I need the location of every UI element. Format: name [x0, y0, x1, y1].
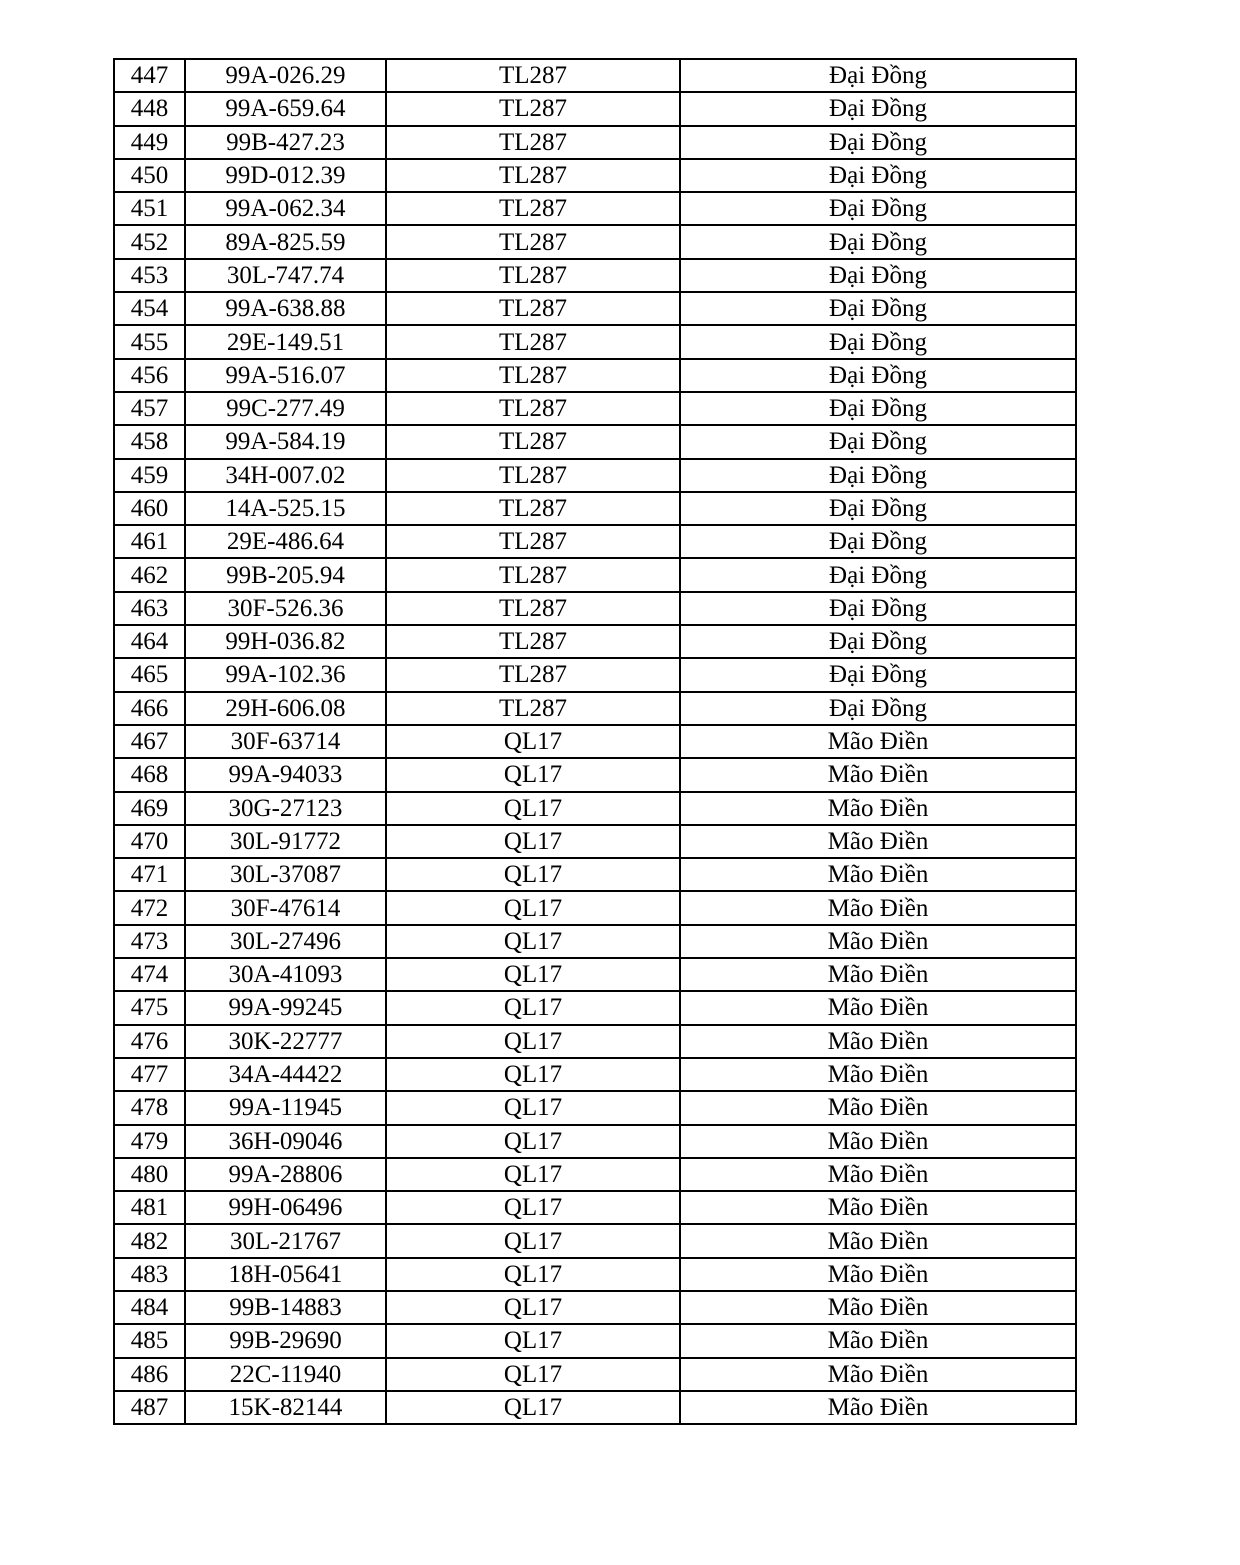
location-cell: Đại Đồng: [680, 525, 1076, 558]
row-number-cell: 482: [114, 1224, 185, 1257]
table-row: [114, 825, 1076, 858]
row-number-cell: 465: [114, 658, 185, 691]
table-row: [114, 359, 1076, 392]
road-cell: QL17: [386, 1391, 680, 1424]
road-cell: TL287: [386, 525, 680, 558]
row-number-cell: 460: [114, 492, 185, 525]
row-number-cell: 449: [114, 126, 185, 159]
location-cell: Đại Đồng: [680, 625, 1076, 658]
table-row: [114, 159, 1076, 192]
table-row: [114, 758, 1076, 791]
location-cell: Đại Đồng: [680, 692, 1076, 725]
plate-number-cell: 99B-29690: [185, 1324, 386, 1357]
location-cell: Đại Đồng: [680, 359, 1076, 392]
row-number-cell: 466: [114, 692, 185, 725]
road-cell: QL17: [386, 792, 680, 825]
table-row: [114, 792, 1076, 825]
road-cell: QL17: [386, 825, 680, 858]
road-cell: QL17: [386, 1324, 680, 1357]
location-cell: Mão Điền: [680, 1058, 1076, 1091]
table-row: [114, 425, 1076, 458]
road-cell: TL287: [386, 225, 680, 258]
plate-number-cell: 30F-63714: [185, 725, 386, 758]
row-number-cell: 479: [114, 1125, 185, 1158]
location-cell: Đại Đồng: [680, 225, 1076, 258]
plate-number-cell: 30L-37087: [185, 858, 386, 891]
row-number-cell: 462: [114, 558, 185, 591]
row-number-cell: 467: [114, 725, 185, 758]
plate-number-cell: 99H-06496: [185, 1191, 386, 1224]
row-number-cell: 474: [114, 958, 185, 991]
plate-number-cell: 29H-606.08: [185, 692, 386, 725]
table-row: [114, 126, 1076, 159]
row-number-cell: 480: [114, 1158, 185, 1191]
road-cell: TL287: [386, 558, 680, 591]
location-cell: Mão Điền: [680, 1358, 1076, 1391]
table-row: [114, 558, 1076, 591]
road-cell: QL17: [386, 1058, 680, 1091]
row-number-cell: 448: [114, 92, 185, 125]
plate-number-cell: 99A-026.29: [185, 59, 386, 92]
row-number-cell: 454: [114, 292, 185, 325]
plate-number-cell: 99A-659.64: [185, 92, 386, 125]
location-cell: Mão Điền: [680, 1025, 1076, 1058]
plate-number-cell: 99A-11945: [185, 1091, 386, 1124]
plate-number-cell: 99B-205.94: [185, 558, 386, 591]
row-number-cell: 473: [114, 925, 185, 958]
road-cell: TL287: [386, 425, 680, 458]
plate-number-cell: 99D-012.39: [185, 159, 386, 192]
table-row: [114, 658, 1076, 691]
table-row: [114, 1158, 1076, 1191]
road-cell: QL17: [386, 958, 680, 991]
plate-number-cell: 99A-516.07: [185, 359, 386, 392]
road-cell: TL287: [386, 592, 680, 625]
location-cell: Mão Điền: [680, 858, 1076, 891]
table-row: [114, 1391, 1076, 1424]
location-cell: Đại Đồng: [680, 126, 1076, 159]
plate-number-cell: 89A-825.59: [185, 225, 386, 258]
plate-number-cell: 14A-525.15: [185, 492, 386, 525]
road-cell: TL287: [386, 126, 680, 159]
location-cell: Đại Đồng: [680, 592, 1076, 625]
road-cell: QL17: [386, 858, 680, 891]
road-cell: QL17: [386, 1091, 680, 1124]
plate-number-cell: 29E-486.64: [185, 525, 386, 558]
row-number-cell: 453: [114, 259, 185, 292]
table-row: [114, 692, 1076, 725]
row-number-cell: 447: [114, 59, 185, 92]
road-cell: QL17: [386, 758, 680, 791]
location-cell: Đại Đồng: [680, 59, 1076, 92]
table-row: [114, 1324, 1076, 1357]
plate-number-cell: 30L-21767: [185, 1224, 386, 1257]
location-cell: Mão Điền: [680, 925, 1076, 958]
location-cell: Đại Đồng: [680, 92, 1076, 125]
table-row: [114, 891, 1076, 924]
table-row: [114, 59, 1076, 92]
location-cell: Mão Điền: [680, 891, 1076, 924]
plate-number-cell: 30L-27496: [185, 925, 386, 958]
table-row: [114, 625, 1076, 658]
location-cell: Mão Điền: [680, 1258, 1076, 1291]
road-cell: TL287: [386, 192, 680, 225]
plate-number-cell: 99H-036.82: [185, 625, 386, 658]
plate-number-cell: 99A-062.34: [185, 192, 386, 225]
table-row: [114, 1125, 1076, 1158]
location-cell: Mão Điền: [680, 1125, 1076, 1158]
table-row: [114, 325, 1076, 358]
road-cell: TL287: [386, 159, 680, 192]
row-number-cell: 450: [114, 159, 185, 192]
table-row: [114, 725, 1076, 758]
road-cell: TL287: [386, 325, 680, 358]
road-cell: TL287: [386, 92, 680, 125]
row-number-cell: 471: [114, 858, 185, 891]
location-cell: Đại Đồng: [680, 192, 1076, 225]
location-cell: Đại Đồng: [680, 159, 1076, 192]
road-cell: TL287: [386, 625, 680, 658]
table-row: [114, 1058, 1076, 1091]
plate-number-cell: 30L-747.74: [185, 259, 386, 292]
location-cell: Mão Điền: [680, 1191, 1076, 1224]
plate-number-cell: 22C-11940: [185, 1358, 386, 1391]
row-number-cell: 463: [114, 592, 185, 625]
table-row: [114, 459, 1076, 492]
row-number-cell: 468: [114, 758, 185, 791]
plate-number-cell: 30L-91772: [185, 825, 386, 858]
road-cell: QL17: [386, 1291, 680, 1324]
road-cell: QL17: [386, 925, 680, 958]
plate-number-cell: 99A-584.19: [185, 425, 386, 458]
location-cell: Mão Điền: [680, 1391, 1076, 1424]
row-number-cell: 458: [114, 425, 185, 458]
road-cell: QL17: [386, 1258, 680, 1291]
plate-number-cell: 36H-09046: [185, 1125, 386, 1158]
location-cell: Đại Đồng: [680, 292, 1076, 325]
location-cell: Đại Đồng: [680, 392, 1076, 425]
row-number-cell: 455: [114, 325, 185, 358]
road-cell: TL287: [386, 359, 680, 392]
road-cell: QL17: [386, 725, 680, 758]
location-cell: Đại Đồng: [680, 658, 1076, 691]
row-number-cell: 456: [114, 359, 185, 392]
row-number-cell: 481: [114, 1191, 185, 1224]
road-cell: TL287: [386, 459, 680, 492]
location-cell: Mão Điền: [680, 725, 1076, 758]
location-cell: Mão Điền: [680, 1158, 1076, 1191]
row-number-cell: 486: [114, 1358, 185, 1391]
row-number-cell: 457: [114, 392, 185, 425]
road-cell: TL287: [386, 692, 680, 725]
location-cell: Mão Điền: [680, 1091, 1076, 1124]
plate-number-cell: 34A-44422: [185, 1058, 386, 1091]
table-row: [114, 1191, 1076, 1224]
table-row: [114, 925, 1076, 958]
location-cell: Đại Đồng: [680, 425, 1076, 458]
road-cell: QL17: [386, 991, 680, 1024]
plate-number-cell: 99A-94033: [185, 758, 386, 791]
road-cell: TL287: [386, 259, 680, 292]
plate-number-cell: 18H-05641: [185, 1258, 386, 1291]
table-row: [114, 1291, 1076, 1324]
row-number-cell: 484: [114, 1291, 185, 1324]
table-row: [114, 192, 1076, 225]
road-cell: QL17: [386, 891, 680, 924]
vehicle-table: [113, 58, 1077, 1425]
plate-number-cell: 99A-638.88: [185, 292, 386, 325]
plate-number-cell: 34H-007.02: [185, 459, 386, 492]
row-number-cell: 487: [114, 1391, 185, 1424]
location-cell: Đại Đồng: [680, 459, 1076, 492]
row-number-cell: 475: [114, 991, 185, 1024]
road-cell: TL287: [386, 59, 680, 92]
table-row: [114, 292, 1076, 325]
road-cell: QL17: [386, 1158, 680, 1191]
plate-number-cell: 30F-526.36: [185, 592, 386, 625]
location-cell: Mão Điền: [680, 958, 1076, 991]
plate-number-cell: 99B-427.23: [185, 126, 386, 159]
road-cell: TL287: [386, 492, 680, 525]
location-cell: Mão Điền: [680, 991, 1076, 1024]
vehicle-table-body: [114, 59, 1076, 1424]
plate-number-cell: 15K-82144: [185, 1391, 386, 1424]
table-row: [114, 592, 1076, 625]
table-row: [114, 92, 1076, 125]
table-row: [114, 858, 1076, 891]
table-row: [114, 492, 1076, 525]
row-number-cell: 459: [114, 459, 185, 492]
location-cell: Đại Đồng: [680, 492, 1076, 525]
table-row: [114, 259, 1076, 292]
table-row: [114, 1224, 1076, 1257]
road-cell: QL17: [386, 1224, 680, 1257]
plate-number-cell: 30K-22777: [185, 1025, 386, 1058]
location-cell: Mão Điền: [680, 758, 1076, 791]
row-number-cell: 477: [114, 1058, 185, 1091]
location-cell: Mão Điền: [680, 1291, 1076, 1324]
row-number-cell: 472: [114, 891, 185, 924]
table-row: [114, 392, 1076, 425]
table-row: [114, 991, 1076, 1024]
table-row: [114, 1258, 1076, 1291]
location-cell: Mão Điền: [680, 792, 1076, 825]
row-number-cell: 478: [114, 1091, 185, 1124]
row-number-cell: 464: [114, 625, 185, 658]
table-row: [114, 1358, 1076, 1391]
plate-number-cell: 99C-277.49: [185, 392, 386, 425]
road-cell: TL287: [386, 658, 680, 691]
location-cell: Đại Đồng: [680, 325, 1076, 358]
road-cell: QL17: [386, 1191, 680, 1224]
plate-number-cell: 29E-149.51: [185, 325, 386, 358]
location-cell: Mão Điền: [680, 1224, 1076, 1257]
plate-number-cell: 99A-99245: [185, 991, 386, 1024]
location-cell: Mão Điền: [680, 825, 1076, 858]
row-number-cell: 483: [114, 1258, 185, 1291]
road-cell: QL17: [386, 1125, 680, 1158]
table-row: [114, 958, 1076, 991]
plate-number-cell: 30F-47614: [185, 891, 386, 924]
plate-number-cell: 30A-41093: [185, 958, 386, 991]
row-number-cell: 476: [114, 1025, 185, 1058]
row-number-cell: 485: [114, 1324, 185, 1357]
road-cell: TL287: [386, 392, 680, 425]
row-number-cell: 451: [114, 192, 185, 225]
plate-number-cell: 99A-28806: [185, 1158, 386, 1191]
row-number-cell: 461: [114, 525, 185, 558]
table-row: [114, 525, 1076, 558]
table-row: [114, 1091, 1076, 1124]
road-cell: QL17: [386, 1025, 680, 1058]
table-row: [114, 1025, 1076, 1058]
plate-number-cell: 30G-27123: [185, 792, 386, 825]
row-number-cell: 469: [114, 792, 185, 825]
table-row: [114, 225, 1076, 258]
road-cell: QL17: [386, 1358, 680, 1391]
plate-number-cell: 99B-14883: [185, 1291, 386, 1324]
location-cell: Mão Điền: [680, 1324, 1076, 1357]
row-number-cell: 452: [114, 225, 185, 258]
location-cell: Đại Đồng: [680, 558, 1076, 591]
plate-number-cell: 99A-102.36: [185, 658, 386, 691]
road-cell: TL287: [386, 292, 680, 325]
row-number-cell: 470: [114, 825, 185, 858]
location-cell: Đại Đồng: [680, 259, 1076, 292]
